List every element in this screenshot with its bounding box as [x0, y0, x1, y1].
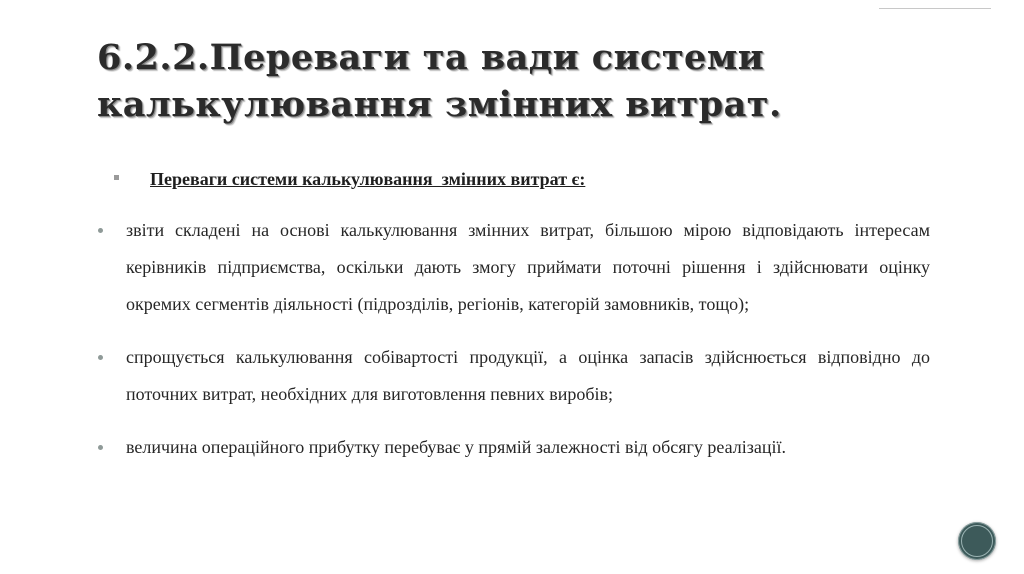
round-bullet-icon — [98, 228, 103, 233]
subheading: Переваги системи калькулювання змінних витрат є: — [150, 169, 586, 189]
round-bullet-icon — [98, 445, 103, 450]
subheading-row — [108, 168, 928, 192]
square-bullet-icon — [114, 175, 119, 180]
slide-title: 6.2.2.Переваги та вади системи калькулювання змінних витрат. — [97, 37, 782, 125]
bullet-text: звіти складені на основі калькулювання змінних витрат, більшою мірою відповідають інтересам керівників підприємства, оскільки дають змогу приймати поточні рішення і здійснювати оцінку окремих сегментів діяльності (підрозділів, регіонів, категорій замовників, тощо); — [126, 220, 930, 314]
bullet-list — [90, 212, 930, 482]
circle-button-icon[interactable] — [958, 522, 996, 560]
bullet-item — [90, 339, 930, 413]
bullet-text: величина операційного прибутку перебуває у прямій залежності від обсягу реалізації. — [126, 437, 786, 457]
round-bullet-icon — [98, 355, 103, 360]
circle-button-ring — [961, 525, 993, 557]
bullet-item — [90, 212, 930, 323]
top-divider-line — [879, 8, 991, 9]
bullet-item — [90, 429, 930, 466]
bullet-text: спрощується калькулювання собівартості продукції, а оцінка запасів здійснюється відповідно до поточних витрат, необхідних для виготовлення певних виробів; — [126, 347, 930, 404]
